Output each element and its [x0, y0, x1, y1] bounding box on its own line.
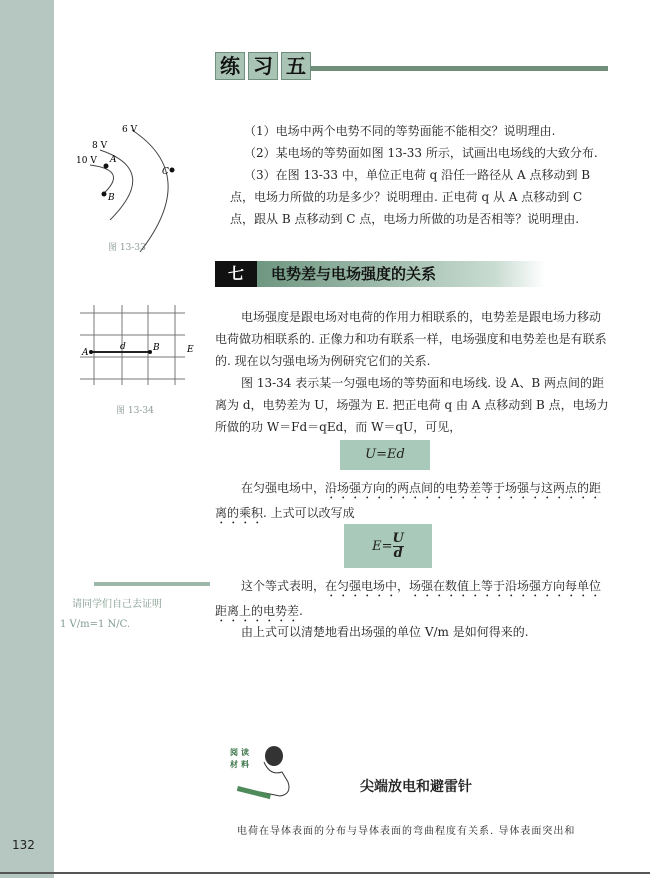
paragraph: 电场强度是跟电场对电荷的作用力相联系的，电势差是跟电场力移动电荷做功相联系的. 正像力和功有联系一样，电场强度和电势差也是有联系的. 现在以匀强电场为例研究它们的关系. — [215, 310, 607, 368]
figure-13-34 — [80, 305, 195, 390]
figure-13-33 — [70, 120, 190, 260]
label-b: B — [153, 343, 160, 353]
badge-char: 读 — [241, 747, 249, 757]
text: 这个等式表明， — [241, 579, 326, 593]
exercise-title — [215, 52, 311, 80]
label-8v: 8 V — [92, 141, 108, 151]
body-text — [215, 306, 610, 438]
badge-char: 材 — [230, 759, 238, 769]
reading-title: 尖端放电和避雷针 — [360, 779, 472, 795]
exercise-title-char: 练 — [215, 52, 245, 80]
text: . 上式可以改写成 — [263, 506, 355, 520]
margin-strip — [0, 0, 54, 878]
exercise-list — [230, 120, 610, 230]
section-number: 七 — [215, 261, 257, 287]
emphasis-text: 在匀强电场中，场强在数值上等于沿场强方向每单位距离上的电势差 — [215, 579, 602, 618]
section-header — [215, 261, 545, 287]
divider — [0, 872, 650, 874]
badge-char: 阅 — [230, 747, 238, 757]
formula — [344, 524, 432, 568]
section-title: 电势差与电场强度的关系 — [271, 265, 437, 283]
label-a: A — [82, 348, 89, 358]
sidenote-text: 1 V/m=1 N/C. — [60, 619, 131, 630]
exercise-title-char: 习 — [248, 52, 278, 80]
exercise-item: （1）电场中两个电势不同的等势面能不能相交？说明理由. — [244, 124, 556, 138]
girl-reading-icon — [230, 742, 302, 800]
sidenote-rule — [94, 582, 210, 586]
label-10v: 10 V — [76, 156, 97, 166]
title-rule — [310, 66, 608, 71]
label-d: d — [120, 342, 126, 352]
label-b: B — [108, 193, 115, 203]
exercise-item: （2）某电场的等势面如图 13-33 所示，试画出电场线的大致分布. — [244, 146, 598, 160]
fraction-denominator: d — [393, 545, 403, 561]
paragraph — [215, 477, 610, 527]
page-number: 132 — [12, 838, 35, 852]
text: 在匀强电场中， — [241, 481, 326, 495]
label-a: A — [110, 155, 117, 165]
fraction-numerator: U — [392, 530, 404, 546]
label-c: C — [162, 167, 169, 177]
exercise-title-char: 五 — [281, 52, 311, 80]
reading-illustration — [230, 742, 302, 800]
formula: U=Ed — [340, 440, 430, 470]
sidenote-text: 请同学们自己去证明 — [72, 599, 162, 610]
reading-text: 电荷在导体表面的分布与导体表面的弯曲程度有关系. 导体表面突出和 — [237, 826, 576, 837]
formula-lhs: E= — [372, 538, 393, 554]
figure-caption: 图 13-33 — [108, 243, 146, 253]
emphasis-text: 沿场强方向的两点间的电势差等于场强与这两点的距离的乘积 — [215, 481, 602, 520]
label-6v: 6 V — [122, 125, 138, 135]
paragraph — [215, 575, 610, 625]
text: . — [299, 604, 303, 618]
paragraph: 由上式可以清楚地看出场强的单位 V/m 是如何得来的. — [241, 625, 529, 639]
label-e: E — [187, 345, 194, 355]
exercise-item: （3）在图 13-33 中，单位正电荷 q 沿任一路径从 A 点移动到 B 点，电场力所做的功是多少？说明理由. 正电荷 q 从 A 点移动到 C 点，跟从 B 点移动到 C 点，电场力所做的功是否相等？说明理由. — [230, 168, 591, 226]
sidenote — [60, 595, 212, 635]
badge-char: 料 — [241, 759, 249, 769]
figure-caption: 图 13-34 — [116, 406, 154, 416]
paragraph: 图 13-34 表示某一匀强电场的等势面和电场线. 设 A、B 两点间的距离为 d，电势差为 U，场强为 E. 把正电荷 q 由 A 点移动到 B 点，电场力所做的功 W＝Fd＝qEd，而 W＝qU，可见， — [215, 376, 609, 434]
